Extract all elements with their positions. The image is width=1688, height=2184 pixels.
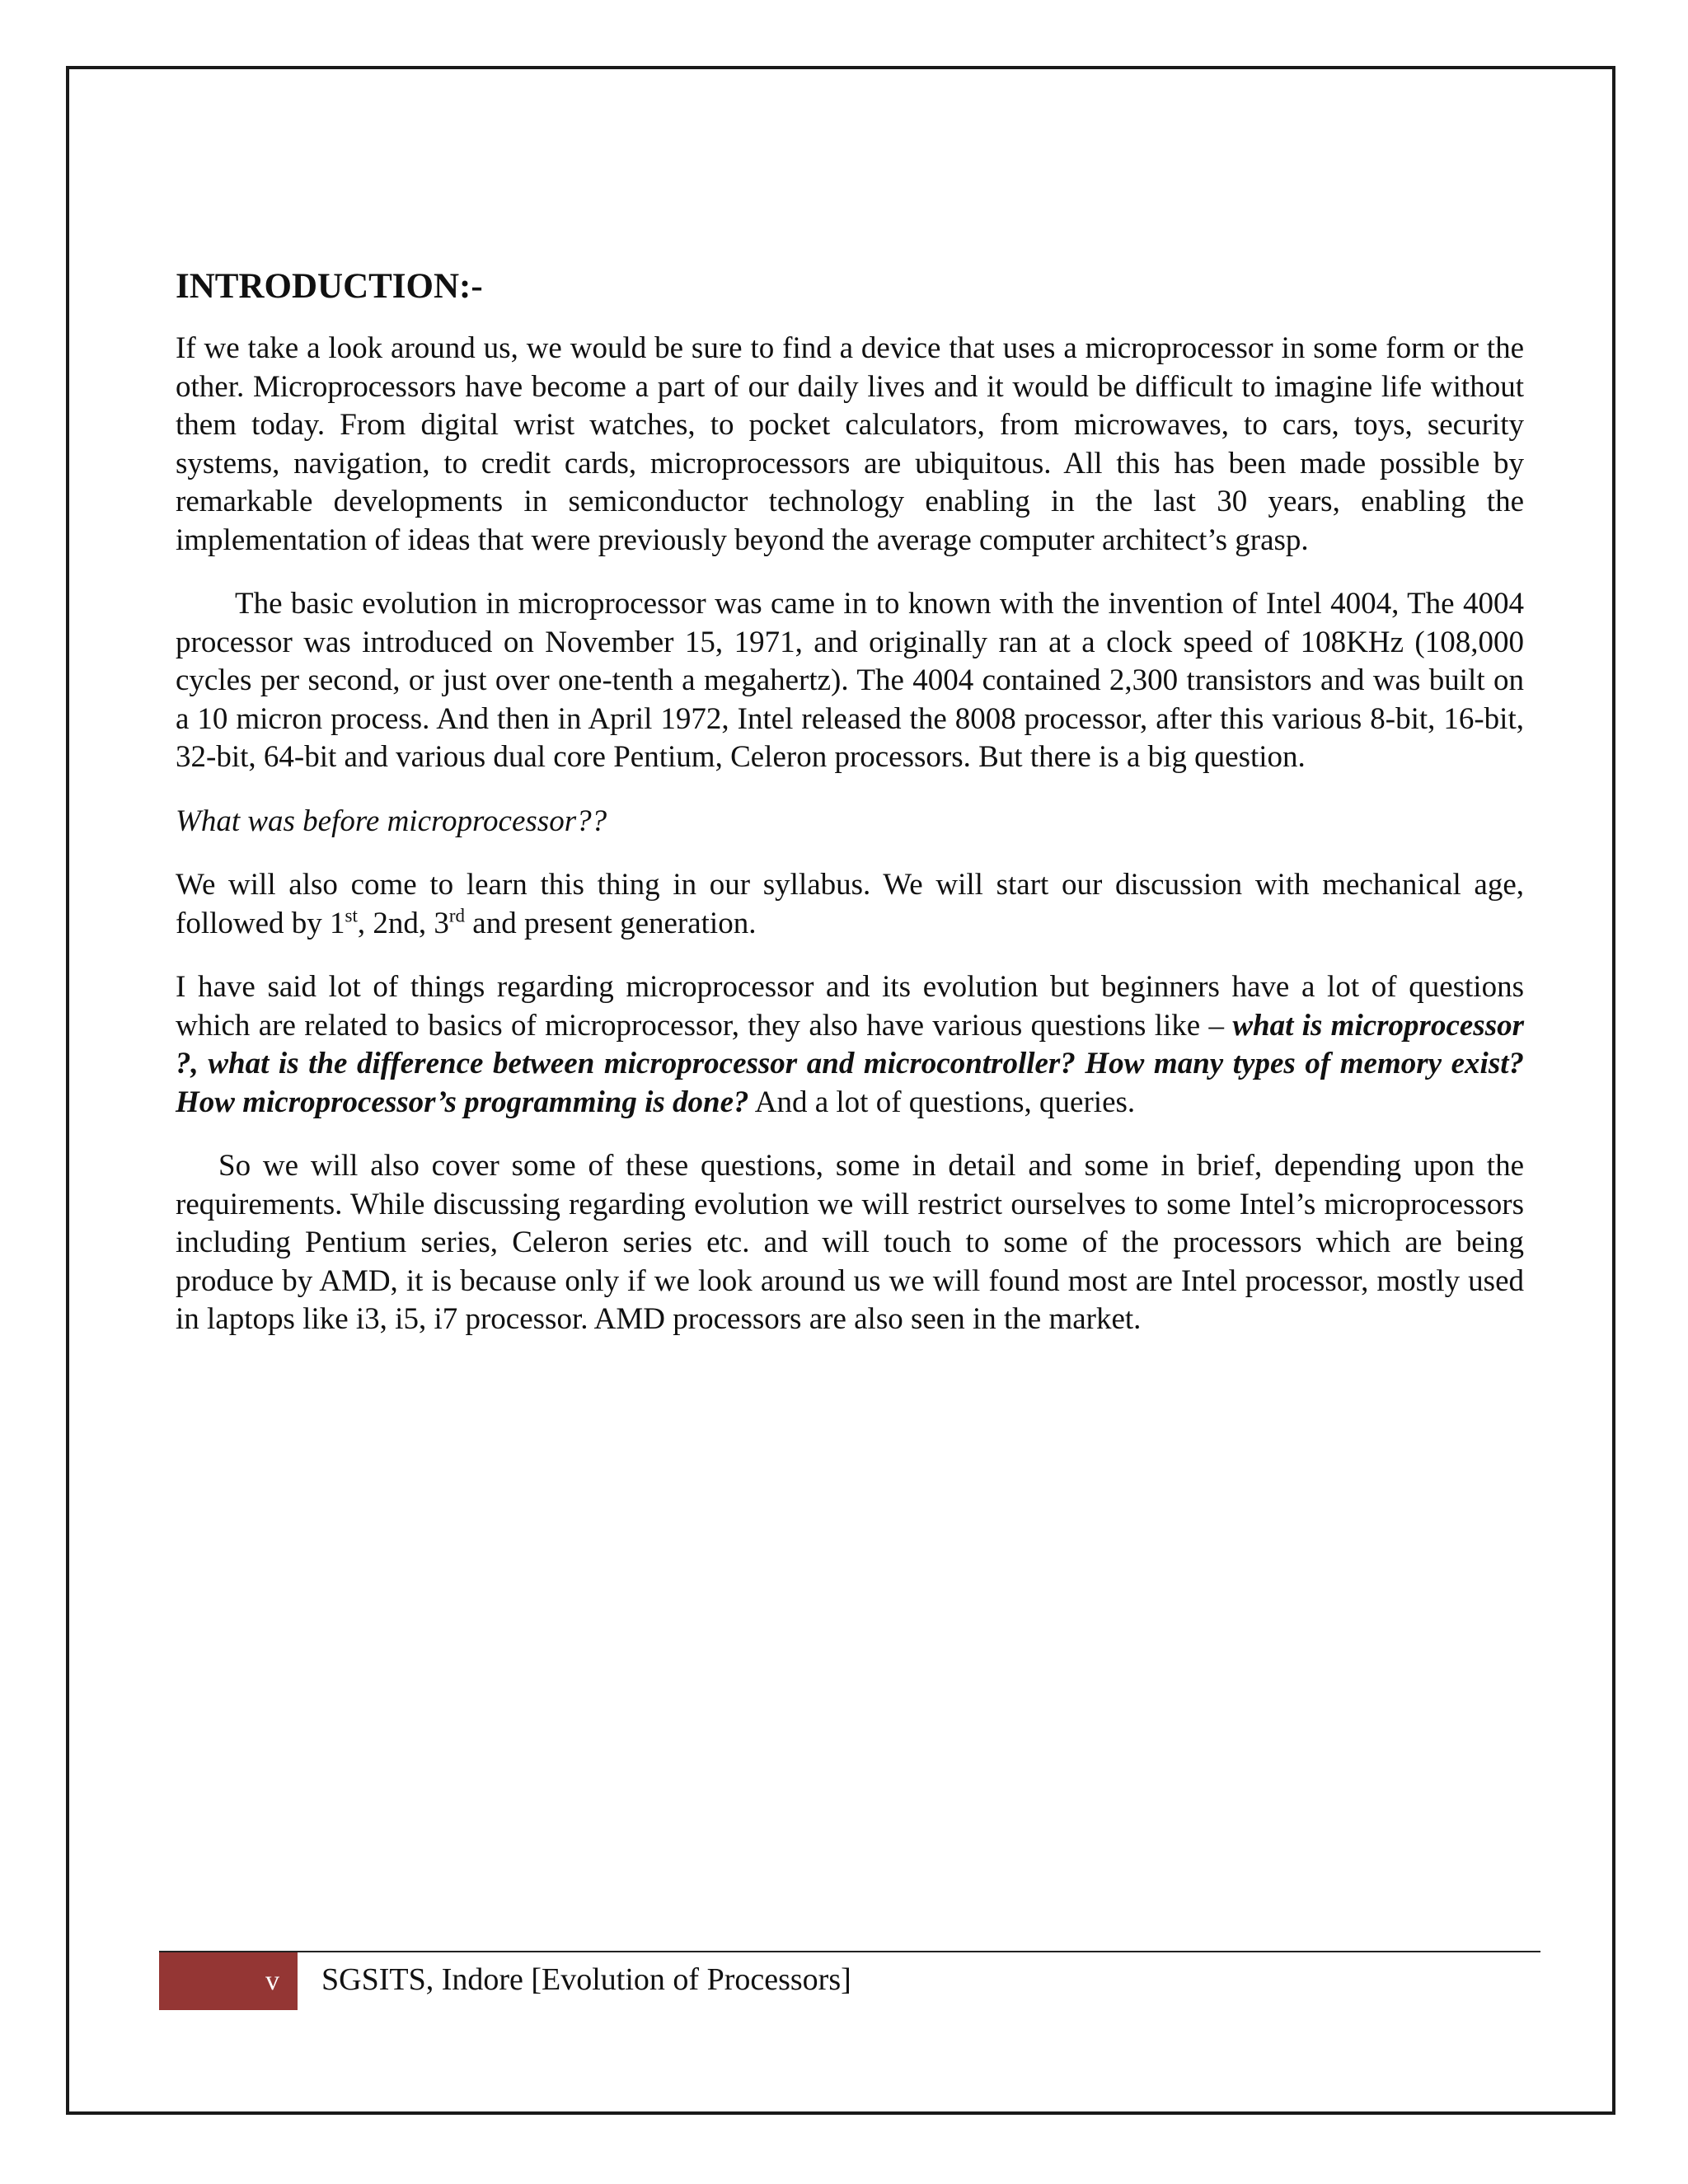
footer-divider — [159, 1951, 1540, 1952]
paragraph-evolution: The basic evolution in microprocessor was came in to known with the invention of Intel 4004, The 4004 processor was introduced on November 15, 1971, and originally ran at a clock speed of 108KHz (108,000 cycles per second, or just over one-tenth a megahertz). The 4004 contained 2,300 transistors and was built on a 10 micron process. And then in April 1972, Intel released the 8008 processor, after this various 8-bit, 16-bit, 32-bit, 64-bit and various dual core Pentium, Celeron processors. But there is a big question. — [176, 587, 1524, 774]
syllabus-text-1: We will also come to learn this thing in our syllabus. We will start our discussion with mechanical age, followed by 1 — [176, 868, 1524, 940]
paragraph-syllabus — [176, 866, 1524, 943]
question-line: What was before microprocessor?? — [176, 804, 607, 838]
footer-title: SGSITS, Indore [Evolution of Processors] — [321, 1962, 851, 1997]
syllabus-text-2: , 2nd, 3 — [357, 906, 449, 940]
questions-tail: And a lot of questions, queries. — [748, 1085, 1136, 1119]
questions-emphasis: what is microprocessor ?, what is the difference between microprocessor and microcontroller? How many types of memory exist? How microprocessor’s programming is done? — [176, 1008, 1524, 1119]
paragraph-questions — [176, 968, 1524, 1122]
paragraph-intro: If we take a look around us, we would be sure to find a device that uses a microprocessor in some form or the other. Microprocessors have become a part of our daily lives and it would be difficult to imagine life without them today. From digital wrist watches, to pocket calculators, from microwaves, to cars, toys, security systems, navigation, to credit cards, microprocessors are ubiquitous. All this has been made possible by remarkable developments in semiconductor technology enabling in the last 30 years, enabling the implementation of ideas that were previously beyond the average computer architect’s grasp. — [176, 331, 1524, 557]
syllabus-text-3: and present generation. — [465, 906, 757, 940]
section-heading: INTRODUCTION:- — [176, 267, 483, 306]
paragraph-coverage: So we will also cover some of these questions, some in detail and some in brief, depending upon the requirements. While discussing regarding evolution we will restrict ourselves to some Intel’s microprocessors including Pentium series, Celeron series etc. and will touch to some of the processors which are being produce by AMD, it is because only if we look around us we will found most are Intel processor, mostly used in laptops like i3, i5, i7 processor. AMD processors are also seen in the market. — [176, 1149, 1524, 1336]
superscript-st: st — [345, 905, 358, 926]
page-number-badge: v — [159, 1952, 298, 2010]
document-body — [176, 265, 1524, 1365]
questions-lead: I have said lot of things regarding microprocessor and its evolution but beginners have a lot of questions which are related to basics of microprocessor, they also have various questions like – — [176, 970, 1524, 1043]
superscript-rd: rd — [448, 905, 466, 926]
